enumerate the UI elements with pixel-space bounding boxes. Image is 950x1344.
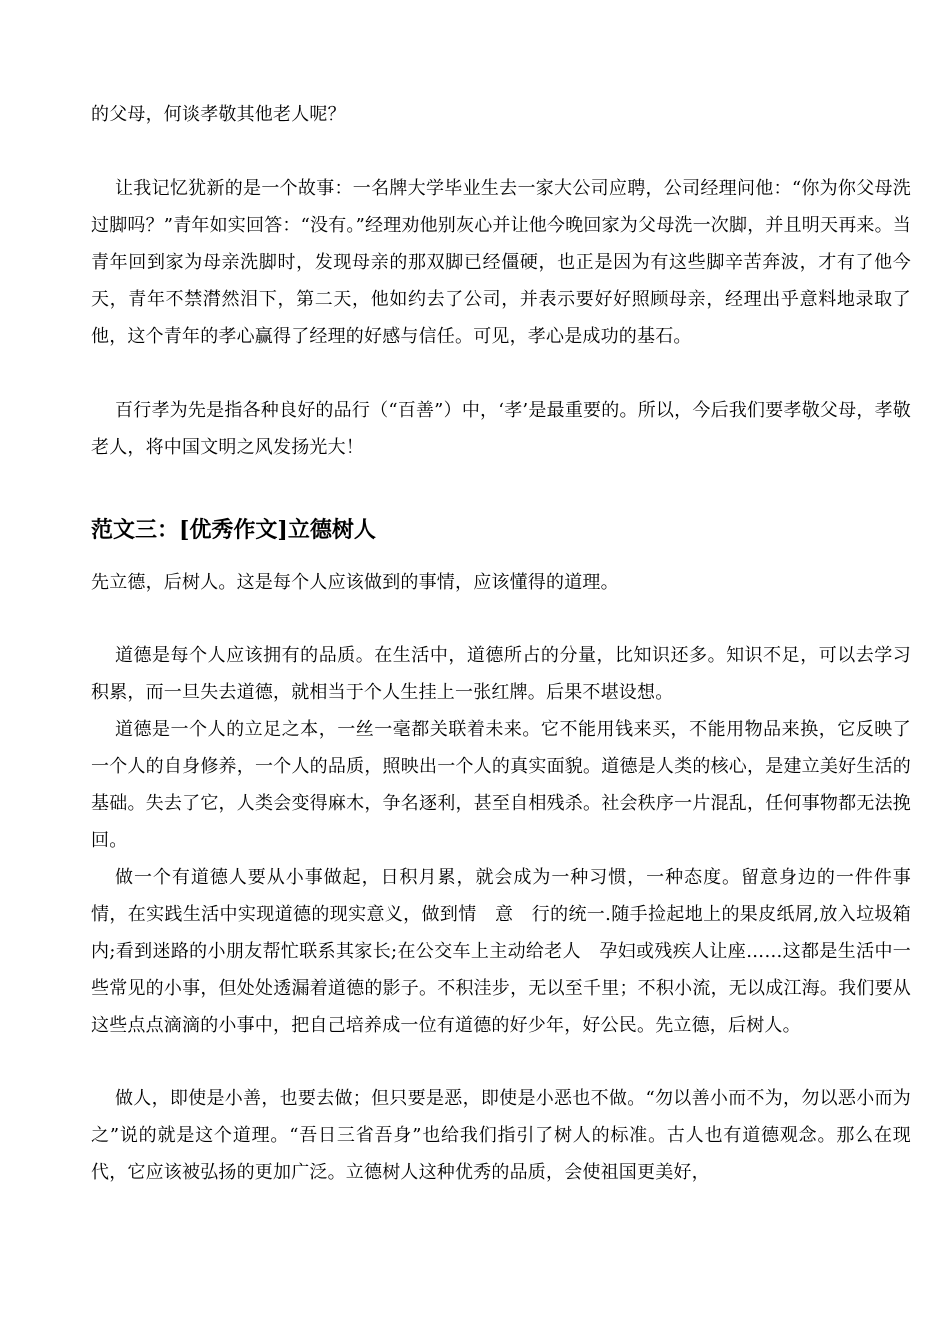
paragraph-small-things: 做一个有道德人要从小事做起，日积月累，就会成为一种习惯，一种态度。留意身边的一件件事情，在实践生活中实现道德的现实意义，做到情 意 行的统一.随手捡起地上的果皮纸屑,放入垃圾箱内;看到迷路的小朋友帮忙联系其家长;在公交车上主动给老人 孕妇或残疾人让座……这都是生活中一些常见的小事，但处处透漏着道德的影子。不积洼步，无以至千里；不积小流，无以成江海。我们要从这些点点滴滴的小事中，把自己培养成一位有道德的好少年，好公民。先立德，后树人。	[91, 867, 911, 1036]
paragraph-last: 做人，即使是小善，也要去做；但只要是恶，即使是小恶也不做。“勿以善小而不为，勿以恶小而为之”说的就是这个道理。“吾日三省吾身”也给我们指引了树人的标准。古人也有道德观念。那么在现代，它应该被弘扬的更加广泛。立德树人这种优秀的品质，会使祖国更美好，	[91, 1088, 911, 1183]
paragraph-foundation: 道德是一个人的立足之本，一丝一毫都关联着未来。它不能用钱来买，不能用物品来换，它反映了一个人的自身修养，一个人的品质，照映出一个人的真实面貌。道德是人类的核心，是建立美好生活的基础。失去了它，人类会变得麻木，争名逐利，甚至自相残杀。社会秩序一片混乱，任何事物都无法挽回。	[91, 719, 911, 851]
paragraph-conclusion: 百行孝为先是指各种良好的品行（“百善”）中，‘孝’是最重要的。所以，今后我们要孝敬父母，孝敬老人，将中国文明之风发扬光大！	[91, 400, 911, 458]
paragraph-quality: 道德是每个人应该拥有的品质。在生活中，道德所占的分量，比知识还多。知识不足，可以去学习积累，而一旦失去道德，就相当于个人生挂上一张红牌。后果不堪设想。	[91, 645, 911, 703]
paragraph-story: 让我记忆犹新的是一个故事：一名牌大学毕业生去一家大公司应聘，公司经理问他：“你为你父母洗过脚吗？”青年如实回答：“没有。”经理劝他别灰心并让他今晚回家为父母洗一次脚，并且明天再来。当青年回到家为母亲洗脚时，发现母亲的那双脚已经僵硬，也正是因为有这些脚辛苦奔波，才有了他今天，青年不禁潸然泪下，第二天，他如约去了公司，并表示要好好照顾母亲，经理出乎意料地录取了他，这个青年的孝心赢得了经理的好感与信任。可见，孝心是成功的基石。	[91, 178, 912, 347]
top-fragment: 的父母，何谈孝敬其他老人呢？	[91, 104, 346, 125]
section-heading: 范文三：[优秀作文]立德树人	[91, 517, 376, 543]
paragraph-intro: 先立德，后树人。这是每个人应该做到的事情，应该懂得的道理。	[91, 572, 619, 593]
